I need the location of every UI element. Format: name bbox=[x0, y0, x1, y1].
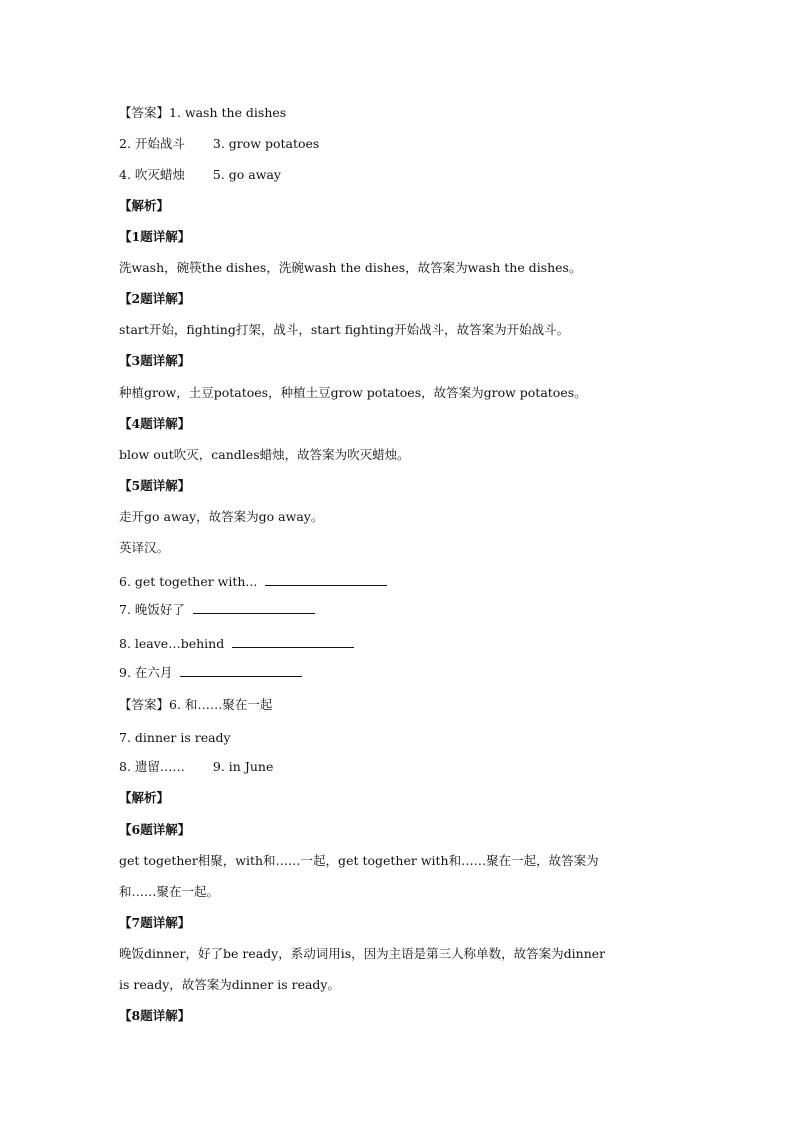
detail-text-5: 走开go away，故答案为go away。 bbox=[119, 509, 324, 524]
answer-line-1: 【答案】1. wash the dishes bbox=[119, 105, 287, 120]
question-8 bbox=[119, 636, 354, 652]
answer-5: 5. go away bbox=[212, 167, 281, 182]
question-7-text: 7. 晚饭好了 bbox=[119, 602, 189, 617]
detail-text-7b: is ready，故答案为dinner is ready。 bbox=[119, 977, 340, 992]
detail-heading-7: 【7题详解】 bbox=[119, 915, 191, 930]
answer-blank-7 bbox=[193, 613, 315, 614]
detail-heading-6: 【6题详解】 bbox=[119, 822, 191, 837]
answer-2: 2. 开始战斗 bbox=[119, 136, 185, 151]
answer-9: 9. in June bbox=[212, 759, 274, 774]
answer-8: 8. 遗留…… bbox=[119, 759, 185, 774]
detail-text-6b: 和……聚在一起。 bbox=[119, 884, 220, 899]
detail-heading-3: 【3题详解】 bbox=[119, 353, 191, 368]
answer-blank-6 bbox=[265, 585, 387, 586]
detail-text-2: start开始，fighting打架，战斗，start fighting开始战斗，故答案为开始战斗。 bbox=[119, 322, 570, 337]
detail-heading-5: 【5题详解】 bbox=[119, 478, 191, 493]
answer-line-8 bbox=[119, 759, 273, 775]
detail-text-1: 洗wash，碗筷the dishes，洗碗wash the dishes，故答案为wash the dishes。 bbox=[119, 260, 582, 275]
question-6-text: 6. get together with... bbox=[119, 574, 262, 589]
detail-heading-2: 【2题详解】 bbox=[119, 291, 191, 306]
detail-text-4: blow out吹灭，candles蜡烛，故答案为吹灭蜡烛。 bbox=[119, 447, 410, 462]
answer-3: 3. grow potatoes bbox=[212, 136, 320, 151]
detail-heading-1: 【1题详解】 bbox=[119, 229, 191, 244]
detail-heading-8: 【8题详解】 bbox=[119, 1008, 191, 1023]
detail-text-7a: 晚饭dinner，好了be ready，系动词用is，因为主语是第三人称单数，故答案为dinner bbox=[119, 946, 606, 961]
analysis-heading-1: 【解析】 bbox=[119, 198, 170, 213]
question-6 bbox=[119, 574, 387, 590]
answer-4: 4. 吹灭蜡烛 bbox=[119, 167, 185, 182]
detail-heading-4: 【4题详解】 bbox=[119, 416, 191, 431]
question-9-text: 9. 在六月 bbox=[119, 665, 177, 680]
detail-text-6a: get together相聚，with和……一起，get together with和……聚在一起，故答案为 bbox=[119, 853, 599, 868]
answer-line-7: 7. dinner is ready bbox=[119, 730, 231, 745]
answer-line-6: 【答案】6. 和……聚在一起 bbox=[119, 697, 273, 712]
answer-blank-9 bbox=[180, 676, 302, 677]
answer-line-3 bbox=[119, 167, 281, 183]
question-9 bbox=[119, 665, 302, 681]
analysis-heading-2: 【解析】 bbox=[119, 790, 170, 805]
question-8-text: 8. leave…behind bbox=[119, 636, 229, 651]
question-7 bbox=[119, 602, 315, 618]
answer-blank-8 bbox=[232, 647, 354, 648]
detail-text-3: 种植grow，土豆potatoes，种植土豆grow potatoes，故答案为grow potatoes。 bbox=[119, 385, 587, 400]
section-instruction: 英译汉。 bbox=[119, 540, 170, 555]
answer-line-2 bbox=[119, 136, 319, 152]
